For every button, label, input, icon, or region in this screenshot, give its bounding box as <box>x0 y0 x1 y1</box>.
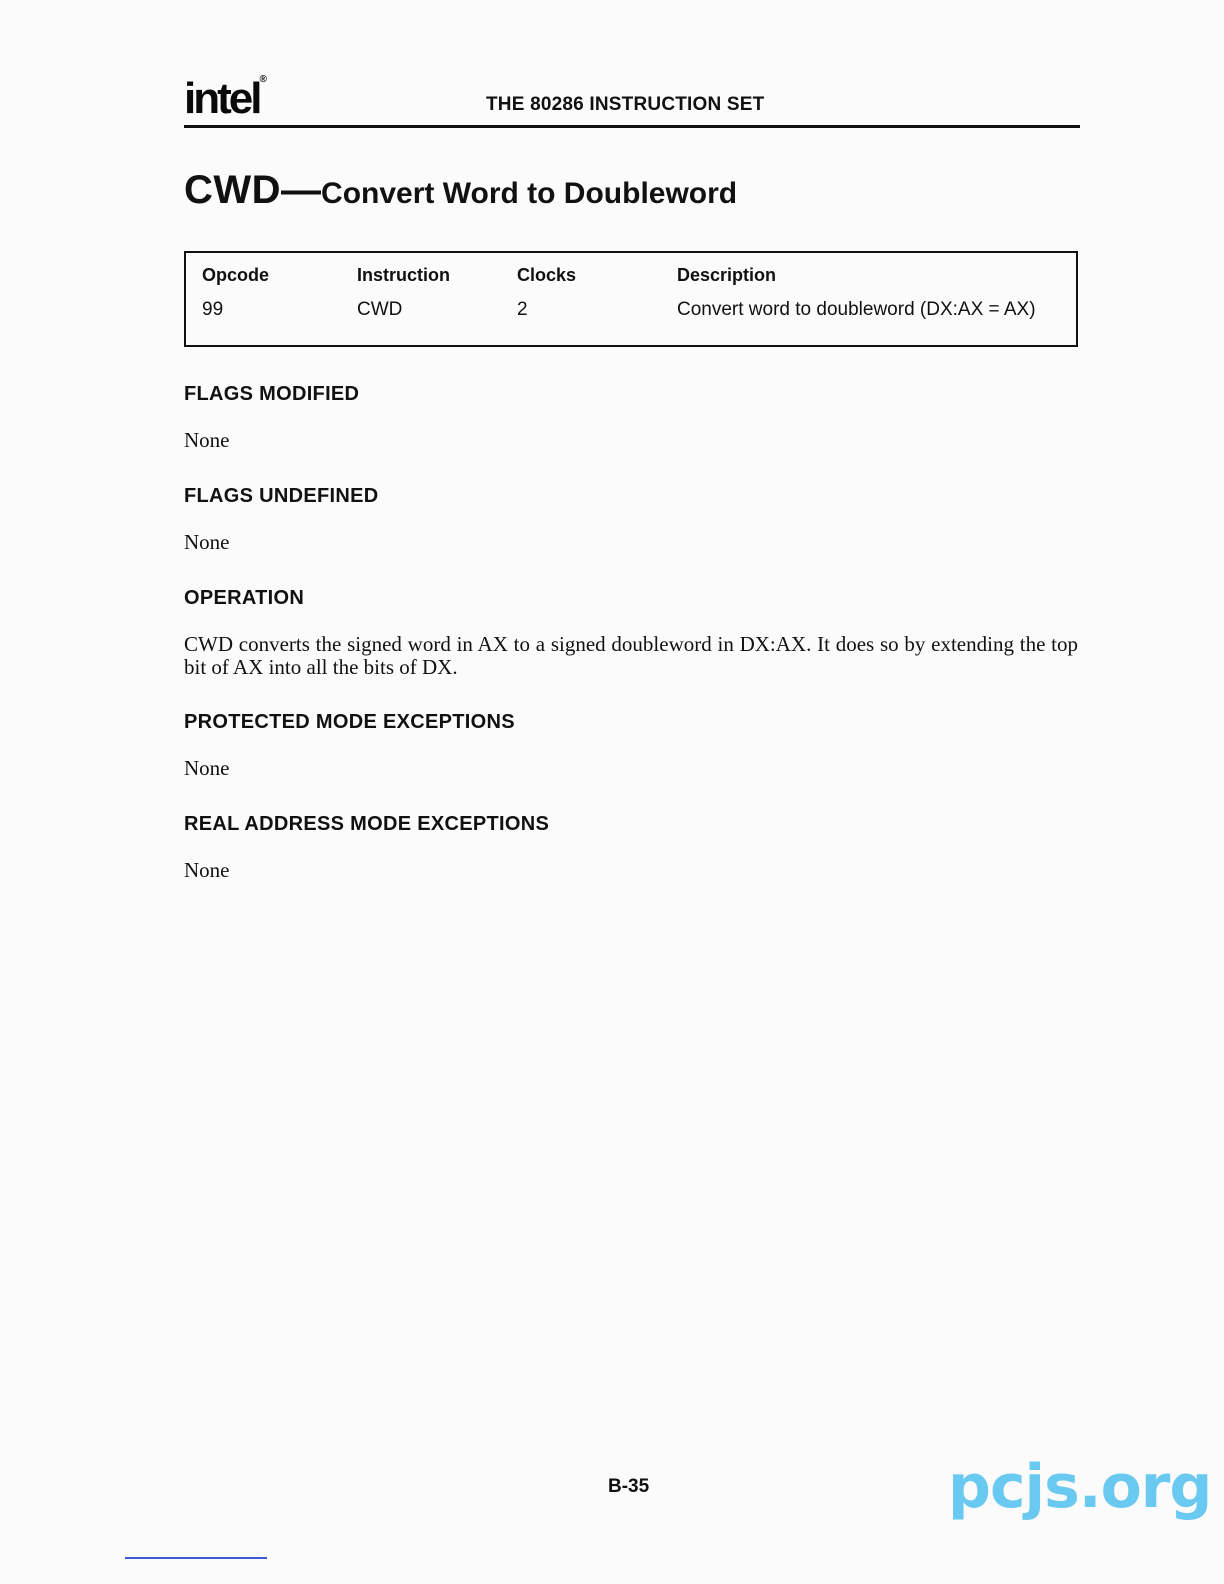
column-header-instruction: Instruction <box>357 265 450 285</box>
section-body-flags-modified: None <box>184 428 230 452</box>
section-heading-flags-undefined: FLAGS UNDEFINED <box>184 485 379 507</box>
section-body-flags-undefined: None <box>184 530 230 554</box>
page-title <box>184 168 737 213</box>
column-header-clocks: Clocks <box>517 265 577 285</box>
section-heading-real-address-mode-exceptions: REAL ADDRESS MODE EXCEPTIONS <box>184 813 550 835</box>
link-underline <box>125 1557 267 1559</box>
opcode-table-header <box>185 252 1077 295</box>
pcjs-watermark: pcjs.org <box>948 1452 1212 1522</box>
page-number: B-35 <box>608 1476 650 1497</box>
section-heading-protected-mode-exceptions: PROTECTED MODE EXCEPTIONS <box>184 711 515 733</box>
section-heading-operation: OPERATION <box>184 587 305 609</box>
section-heading-flags-modified: FLAGS MODIFIED <box>184 383 360 405</box>
cell-clocks: 2 <box>517 299 528 320</box>
header-rule <box>184 125 1080 128</box>
title-mnemonic: CWD <box>184 168 282 212</box>
cell-description: Convert word to doubleword (DX:AX = AX) <box>677 299 1036 320</box>
cell-instruction: CWD <box>357 299 403 320</box>
opcode-table <box>184 251 1078 347</box>
running-head: THE 80286 INSTRUCTION SET <box>486 94 765 115</box>
cell-opcode: 99 <box>202 299 224 320</box>
intel-logo <box>184 74 267 124</box>
column-header-description: Description <box>677 265 777 285</box>
section-body-operation: CWD converts the signed word in AX to a signed doubleword in DX:AX. It does so by extending the top bit of AX into all the bits of DX. <box>184 632 1078 679</box>
section-body-real-address-mode-exceptions: None <box>184 858 230 882</box>
table-row <box>185 295 1077 346</box>
registered-mark: ® <box>259 74 267 85</box>
column-header-opcode: Opcode <box>202 265 270 285</box>
title-full-name: Convert Word to Doubleword <box>321 177 738 210</box>
section-body-protected-mode-exceptions: None <box>184 756 230 780</box>
logo-text: intel <box>184 74 260 123</box>
title-dash: — <box>281 168 322 212</box>
